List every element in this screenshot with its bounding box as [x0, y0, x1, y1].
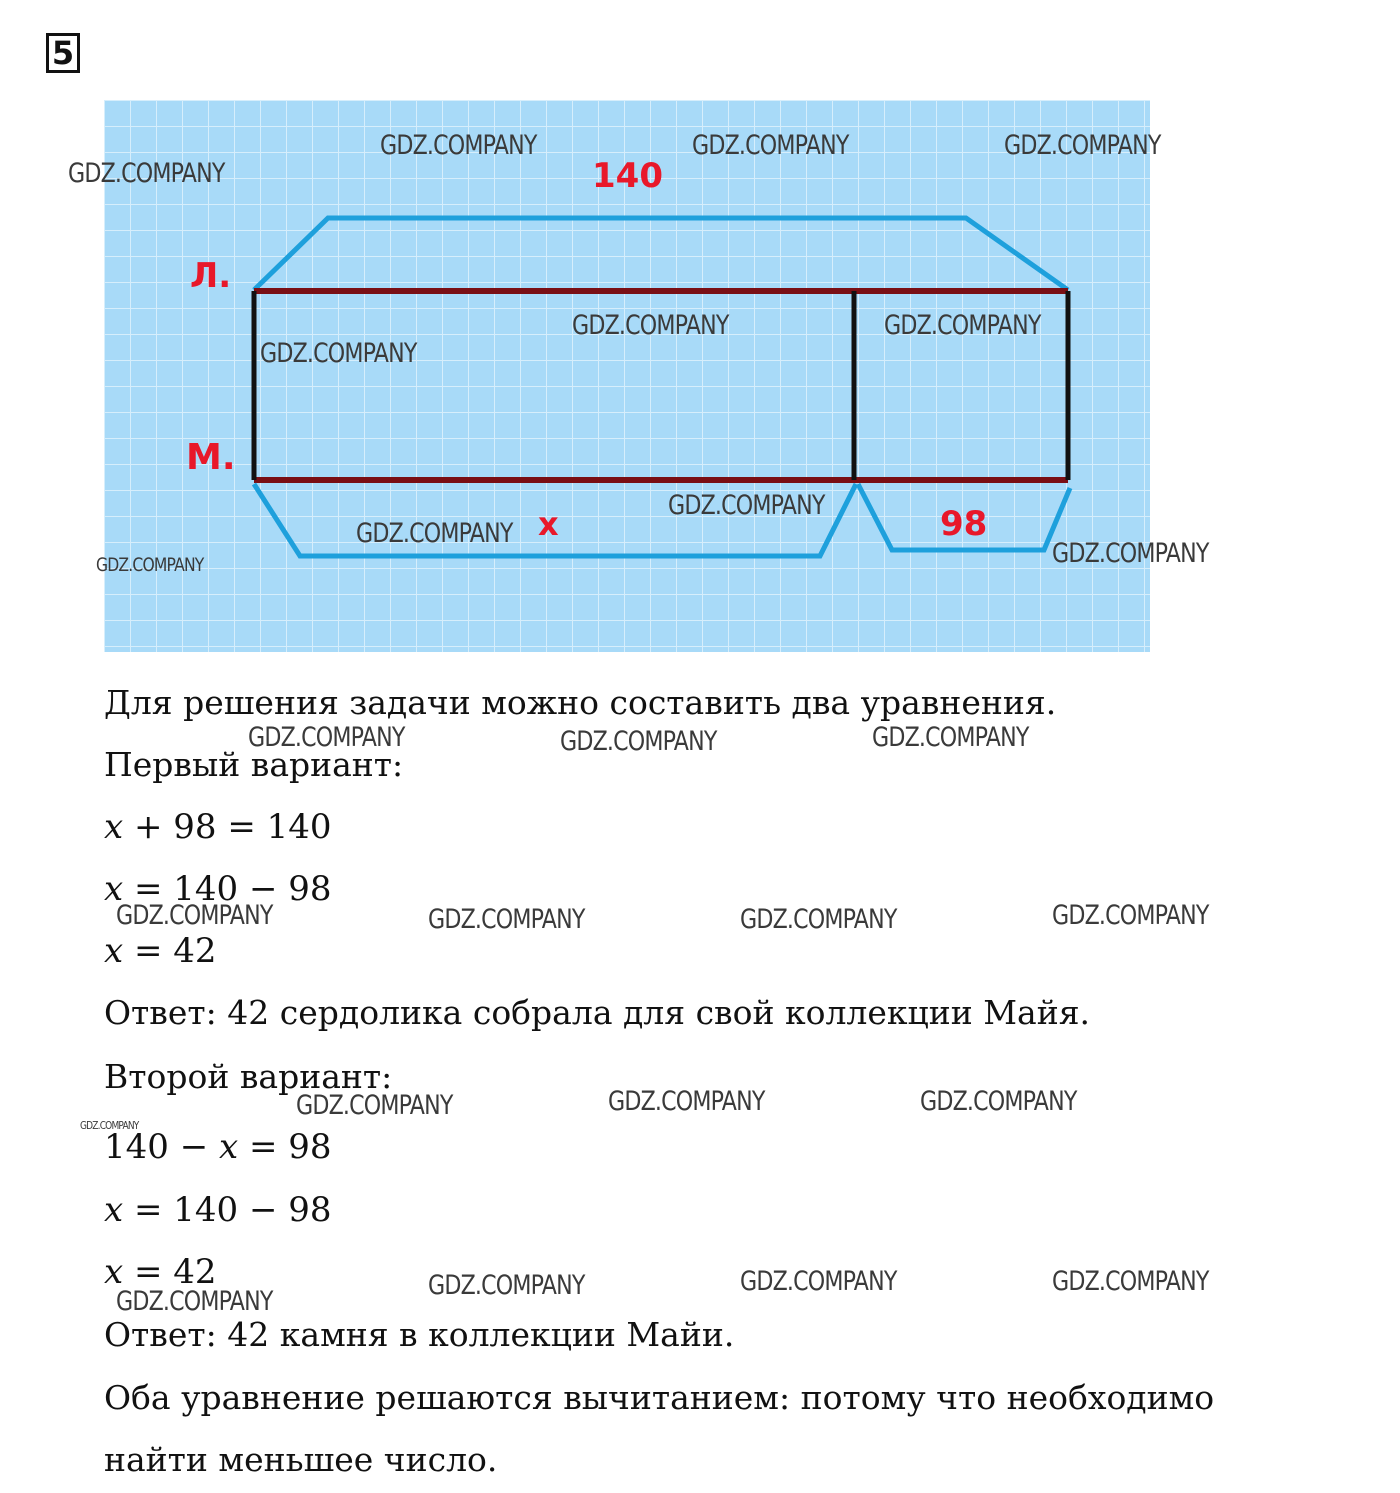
watermark: GDZ.COMPANY [80, 1119, 139, 1132]
watermark: GDZ.COMPANY [1004, 130, 1161, 161]
eq-var: x [104, 1190, 124, 1230]
eq-rest: = 42 [123, 931, 217, 971]
task-number-box: 5 [46, 33, 80, 73]
watermark: GDZ.COMPANY [248, 722, 405, 753]
watermark: GDZ.COMPANY [1052, 538, 1209, 569]
watermark: GDZ.COMPANY [1052, 1266, 1209, 1297]
watermark: GDZ.COMPANY [740, 1266, 897, 1297]
eq-rest: = 140 − 98 [123, 869, 332, 909]
watermark: GDZ.COMPANY [96, 554, 204, 576]
eq-var: x [104, 869, 124, 909]
eq-var: x [104, 1252, 124, 1292]
eq-rest: + 98 = 140 [123, 807, 332, 847]
watermark: GDZ.COMPANY [68, 158, 225, 189]
watermark: GDZ.COMPANY [608, 1086, 765, 1117]
label-x: x [538, 505, 559, 543]
eq-part: 140 − [104, 1127, 219, 1167]
watermark: GDZ.COMPANY [740, 904, 897, 935]
watermark: GDZ.COMPANY [116, 900, 273, 931]
watermark: GDZ.COMPANY [428, 1270, 585, 1301]
eq-var: x [104, 807, 124, 847]
v2-equation-1 [104, 1127, 332, 1167]
watermark: GDZ.COMPANY [260, 338, 417, 369]
watermark: GDZ.COMPANY [572, 310, 729, 341]
answer-2: Ответ: 42 камня в коллекции Майи. [104, 1315, 735, 1354]
v1-equation-3 [104, 931, 217, 971]
answer-1: Ответ: 42 сердолика собрала для свой коллекции Майя. [104, 993, 1091, 1032]
variant2-title: Второй вариант: [104, 1057, 393, 1096]
watermark: GDZ.COMPANY [920, 1086, 1077, 1117]
watermark: GDZ.COMPANY [356, 518, 513, 549]
eq-var: x [104, 931, 124, 971]
label-row-m: М. [186, 437, 236, 478]
label-98: 98 [940, 504, 988, 544]
v1-equation-1 [104, 807, 332, 847]
v2-equation-2 [104, 1190, 332, 1230]
watermark: GDZ.COMPANY [380, 130, 537, 161]
intro-text: Для решения задачи можно составить два уравнения. [104, 683, 1057, 722]
watermark: GDZ.COMPANY [884, 310, 1041, 341]
watermark: GDZ.COMPANY [428, 904, 585, 935]
watermark: GDZ.COMPANY [1052, 900, 1209, 931]
conclusion-line-2: найти меньшее число. [104, 1440, 498, 1479]
watermark: GDZ.COMPANY [560, 726, 717, 757]
watermark: GDZ.COMPANY [692, 130, 849, 161]
eq-rest: = 42 [123, 1252, 217, 1292]
watermark: GDZ.COMPANY [668, 490, 825, 521]
label-total: 140 [592, 156, 663, 196]
eq-rest: = 98 [238, 1127, 332, 1167]
variant1-title: Первый вариант: [104, 745, 404, 784]
watermark: GDZ.COMPANY [296, 1090, 453, 1121]
conclusion-line-1: Оба уравнение решаются вычитанием: потому что необходимо [104, 1378, 1215, 1417]
v2-equation-3 [104, 1252, 217, 1292]
watermark: GDZ.COMPANY [872, 722, 1029, 753]
label-row-l: Л. [190, 256, 232, 296]
eq-rest: = 140 − 98 [123, 1190, 332, 1230]
watermark: GDZ.COMPANY [116, 1286, 273, 1317]
eq-var: x [219, 1127, 239, 1167]
